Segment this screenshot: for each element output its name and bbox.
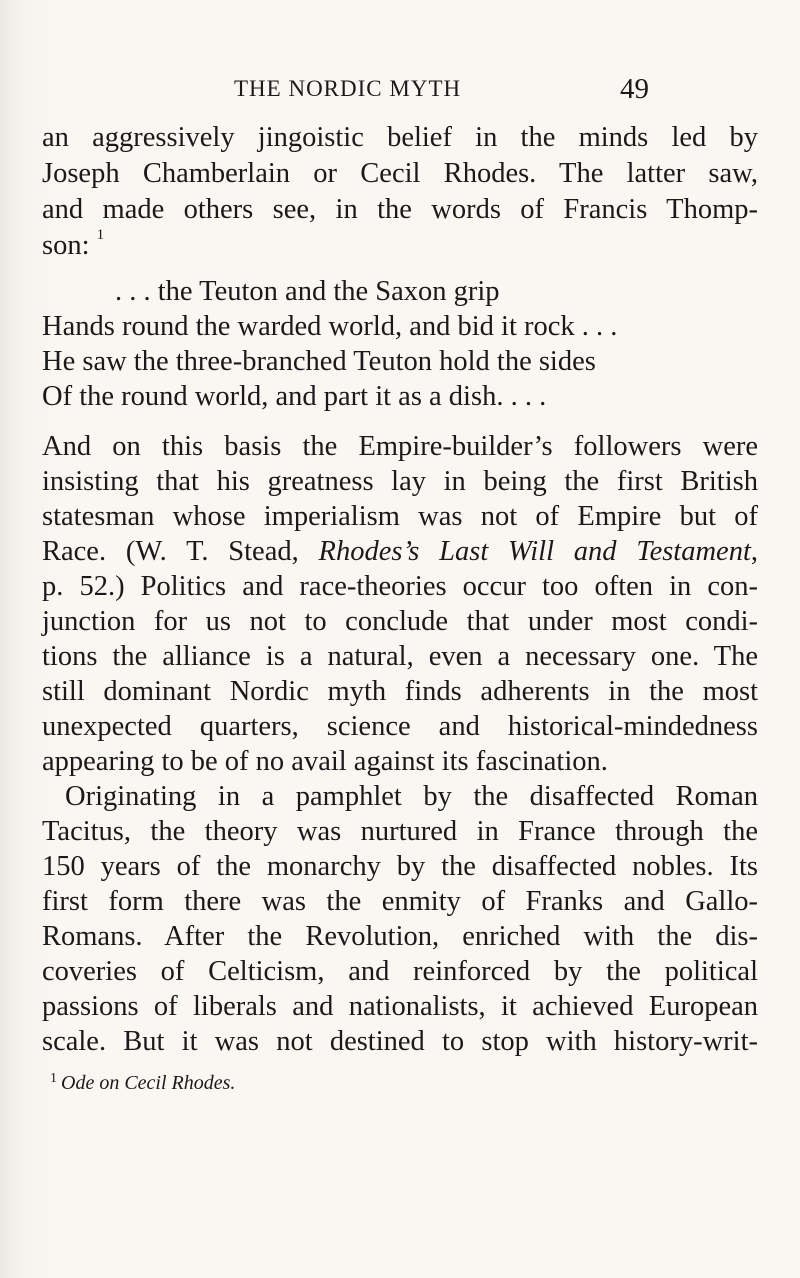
text-line: appearing to be of no avail against its fascination. [42, 746, 608, 777]
footnote [50, 1072, 235, 1095]
text-line [42, 538, 758, 567]
text-line: insisting that his greatness lay in being the first British [42, 466, 758, 497]
text-line: scale. But it was not destined to stop with history-writ- [42, 1026, 758, 1057]
text-line: junction for us not to conclude that under most condi- [42, 606, 758, 637]
text-line [42, 227, 105, 261]
footnote-reference: 1 [96, 227, 105, 243]
text-line: Tacitus, the theory was nurtured in France through the [42, 816, 758, 847]
text-line: And on this basis the Empire-builder’s followers were [42, 431, 758, 462]
verse-line: He saw the three-branched Teuton hold the sides [42, 346, 596, 377]
text-line: Joseph Chamberlain or Cecil Rhodes. The latter saw, [42, 158, 758, 189]
text-fragment: Race. (W. T. Stead, [42, 536, 299, 567]
text-line: Originating in a pamphlet by the disaffected Roman [65, 781, 758, 812]
verse-line: . . . the Teuton and the Saxon grip [115, 276, 500, 307]
footnote-mark: 1 [50, 1071, 57, 1086]
page-number: 49 [620, 73, 649, 105]
text-line: passions of liberals and nationalists, it achieved European [42, 991, 758, 1022]
text-fragment: , [750, 536, 758, 567]
verse-line: Of the round world, and part it as a dish. . . . [42, 381, 547, 412]
text-line: first form there was the enmity of Franks and Gallo- [42, 886, 758, 917]
book-title: Rhodes’s Last Will and Testament [318, 536, 751, 567]
verse-line: Hands round the warded world, and bid it rock . . . [42, 311, 618, 342]
text-line: Romans. After the Revolution, enriched with the dis- [42, 921, 758, 952]
text-line: and made others see, in the words of Francis Thomp- [42, 194, 758, 225]
text-line: an aggressively jingoistic belief in the minds led by [42, 122, 758, 153]
running-title: THE NORDIC MYTH [234, 76, 462, 101]
text-fragment: son: [42, 230, 90, 261]
text-line: tions the alliance is a natural, even a necessary one. The [42, 641, 758, 672]
text-line: unexpected quarters, science and historical-mindedness [42, 711, 758, 742]
text-line: still dominant Nordic myth finds adherents in the most [42, 676, 758, 707]
footnote-text: Ode on Cecil Rhodes. [61, 1072, 236, 1094]
text-line: 150 years of the monarchy by the disaffected nobles. Its [42, 851, 758, 882]
text-line: p. 52.) Politics and race-theories occur too often in con- [42, 571, 758, 602]
text-line: statesman whose imperialism was not of Empire but of [42, 501, 758, 532]
running-head [0, 73, 800, 106]
text-line: coveries of Celticism, and reinforced by the political [42, 956, 758, 987]
